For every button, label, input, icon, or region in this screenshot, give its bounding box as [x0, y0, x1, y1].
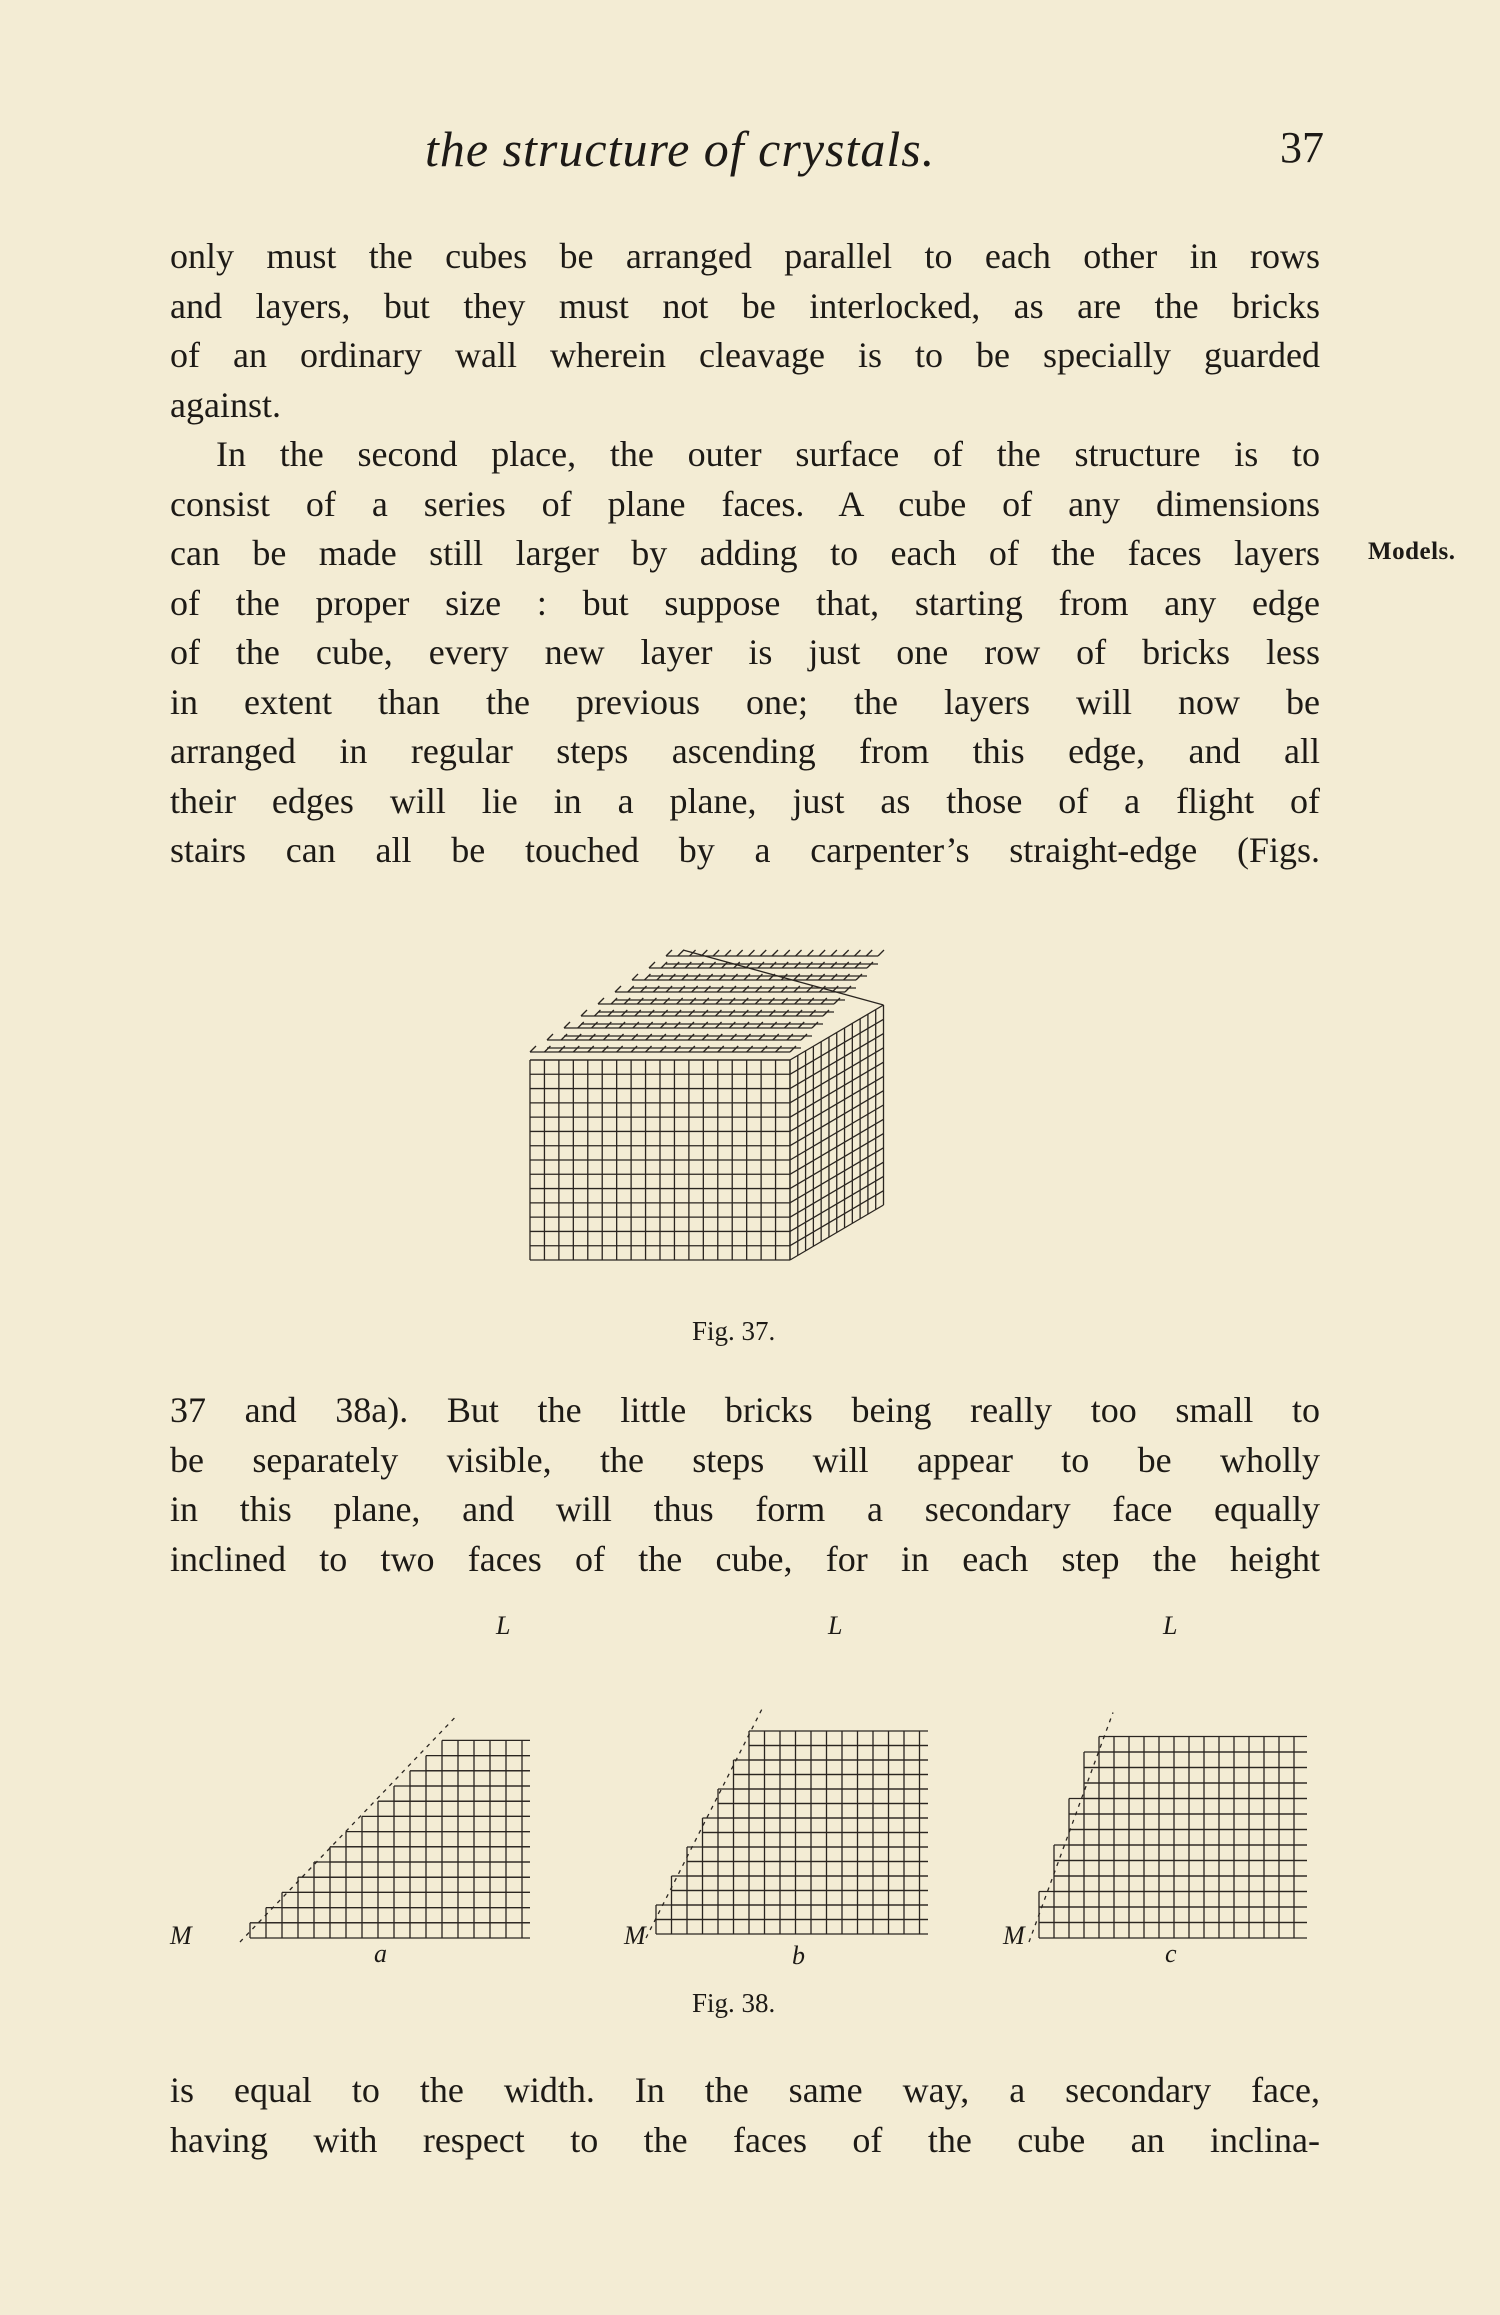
- text-line: arranged in regular steps ascending from this edge, and all: [170, 731, 1320, 771]
- step-joint: [624, 998, 630, 1004]
- panel-a-top-letter: L: [496, 1611, 511, 1640]
- step-joint: [674, 1046, 680, 1052]
- step-joint: [843, 950, 849, 956]
- step-joint: [677, 998, 683, 1004]
- step-joint: [660, 1046, 666, 1052]
- step-joint: [653, 986, 659, 992]
- text-line: their edges will lie in a plane, just as those of a flight of: [170, 780, 1320, 821]
- paragraph-3: [170, 1386, 1320, 1584]
- panel-b-top-letter: L: [828, 1611, 843, 1640]
- step-joint: [795, 998, 801, 1004]
- step-joint: [660, 1022, 666, 1028]
- step-joint: [784, 1022, 790, 1028]
- step-joint: [649, 962, 655, 968]
- step-joint: [798, 1022, 804, 1028]
- step-joint: [713, 950, 719, 956]
- step-joint: [807, 950, 813, 956]
- step-joint: [660, 1034, 666, 1040]
- step-joint: [831, 974, 837, 980]
- step-joint: [690, 998, 696, 1004]
- step-joint: [605, 1022, 611, 1028]
- panel-c-label: c: [1165, 1939, 1177, 1968]
- step-joint: [768, 998, 774, 1004]
- step-joint: [688, 1022, 694, 1028]
- step-joint: [742, 1010, 748, 1016]
- step-joint: [810, 1010, 816, 1016]
- step-joint: [729, 1010, 735, 1016]
- step-joint: [831, 962, 837, 968]
- step-joint: [782, 998, 788, 1004]
- figure-38-panel-c: [995, 1608, 1315, 1968]
- step-joint: [561, 1034, 567, 1040]
- step-joint: [819, 962, 825, 968]
- step-joint: [756, 986, 762, 992]
- step-joint: [844, 974, 850, 980]
- step-joint: [689, 1046, 695, 1052]
- text-line: of the cube, every new layer is just one row of bricks less: [170, 632, 1320, 672]
- text-line: against.: [170, 384, 281, 425]
- step-joint: [530, 1046, 536, 1052]
- step-joint: [707, 974, 713, 980]
- step-joint: [756, 974, 762, 980]
- step-joint: [673, 962, 679, 968]
- step-joint: [794, 986, 800, 992]
- step-joint: [657, 974, 663, 980]
- step-joint: [725, 950, 731, 956]
- step-joint: [694, 974, 700, 980]
- step-joint: [806, 962, 812, 968]
- step-joint: [834, 998, 840, 1004]
- step-joint: [678, 950, 684, 956]
- panel-c-corner-letter: M: [1003, 1921, 1025, 1950]
- step-joint: [631, 1046, 637, 1052]
- step-joint: [747, 1046, 753, 1052]
- step-joint: [744, 974, 750, 980]
- figure-38-panel-a: [160, 1608, 540, 1968]
- panel-c-top-letter: L: [1163, 1611, 1178, 1640]
- text-line: only must the cubes be arranged parallel to each other in rows: [170, 236, 1320, 276]
- step-joint: [823, 1010, 829, 1016]
- ridge-edge: [683, 950, 884, 1005]
- text-line: In the second place, the outer surface of the structure is to: [216, 434, 1320, 474]
- text-line: having with respect to the faces of the cube an inclina-: [170, 2119, 1320, 2160]
- step-joint: [718, 1046, 724, 1052]
- step-joint: [808, 998, 814, 1004]
- step-joint: [564, 1022, 570, 1028]
- step-joint: [644, 974, 650, 980]
- step-joint: [759, 1034, 765, 1040]
- text-line: in this plane, and will thus form a secondary face equally: [170, 1489, 1320, 1529]
- step-joint: [689, 1010, 695, 1016]
- step-joint: [730, 1034, 736, 1040]
- step-joint: [594, 1010, 600, 1016]
- page-number: 37: [1280, 123, 1324, 172]
- step-joint: [761, 1046, 767, 1052]
- step-joint: [633, 1022, 639, 1028]
- figure-37-caption: Fig. 37.: [692, 1316, 776, 1346]
- step-joint: [743, 986, 749, 992]
- step-joint: [575, 1034, 581, 1040]
- step-joint: [776, 1046, 782, 1052]
- step-joint: [637, 998, 643, 1004]
- step-joint: [661, 962, 667, 968]
- panel-a-label: a: [374, 1939, 387, 1968]
- paragraph-2: [170, 430, 1320, 876]
- step-joint: [602, 1046, 608, 1052]
- step-joint: [807, 986, 813, 992]
- figure-38-panel-b: [590, 1608, 930, 1968]
- step-joint: [669, 974, 675, 980]
- step-joint: [632, 974, 638, 980]
- step-joint: [618, 1034, 624, 1040]
- step-joint: [685, 962, 691, 968]
- step-joint: [635, 1010, 641, 1016]
- step-joint: [581, 1010, 587, 1016]
- text-line: and layers, but they must not be interlocked, as are the bricks: [170, 285, 1320, 326]
- step-joint: [719, 974, 725, 980]
- step-joint: [702, 1022, 708, 1028]
- step-joint: [819, 950, 825, 956]
- step-joint: [755, 998, 761, 1004]
- step-joint: [866, 950, 872, 956]
- step-joint: [732, 974, 738, 980]
- step-joint: [812, 1022, 818, 1028]
- step-joint: [674, 1034, 680, 1040]
- text-line: consist of a series of plane faces. A cube of any dimensions: [170, 483, 1320, 524]
- step-joint: [547, 1034, 553, 1040]
- step-joint: [769, 1010, 775, 1016]
- step-joint: [856, 974, 862, 980]
- step-joint: [771, 1022, 777, 1028]
- step-joint: [722, 962, 728, 968]
- step-joint: [729, 1022, 735, 1028]
- panel-a-corner-letter: M: [170, 1921, 192, 1950]
- text-line: in extent than the previous one; the layers will now be: [170, 681, 1320, 722]
- step-joint: [692, 986, 698, 992]
- step-joint: [666, 986, 672, 992]
- paragraph-1: [170, 232, 1320, 430]
- step-joint: [589, 1034, 595, 1040]
- step-joint: [578, 1022, 584, 1028]
- step-joint: [773, 1034, 779, 1040]
- step-joint: [664, 998, 670, 1004]
- step-joint: [787, 1034, 793, 1040]
- step-joint: [806, 974, 812, 980]
- secondary-face-line: [646, 1707, 763, 1938]
- step-joint: [544, 1046, 550, 1052]
- step-joint: [855, 962, 861, 968]
- step-joint: [716, 1034, 722, 1040]
- step-joint: [717, 986, 723, 992]
- step-joint: [784, 950, 790, 956]
- step-joint: [756, 1010, 762, 1016]
- step-joint: [617, 1046, 623, 1052]
- text-line: 37 and 38a). But the little bricks being really too small to: [170, 1390, 1320, 1430]
- step-joint: [878, 950, 884, 956]
- step-joint: [758, 962, 764, 968]
- step-joint: [796, 950, 802, 956]
- step-joint: [682, 974, 688, 980]
- step-joint: [641, 986, 647, 992]
- step-joint: [592, 1022, 598, 1028]
- step-joint: [831, 950, 837, 956]
- step-joint: [854, 950, 860, 956]
- step-joint: [704, 986, 710, 992]
- step-joint: [783, 1010, 789, 1016]
- step-joint: [748, 950, 754, 956]
- step-joint: [716, 998, 722, 1004]
- step-joint: [710, 962, 716, 968]
- step-joint: [697, 962, 703, 968]
- running-header-title: the structure of crystals.: [425, 121, 936, 177]
- step-joint: [648, 1010, 654, 1016]
- step-joint: [790, 1046, 796, 1052]
- step-joint: [737, 950, 743, 956]
- step-joint: [603, 1034, 609, 1040]
- step-joint: [770, 962, 776, 968]
- step-joint: [794, 962, 800, 968]
- step-joint: [646, 1034, 652, 1040]
- step-joint: [781, 986, 787, 992]
- step-joint: [772, 950, 778, 956]
- step-joint: [702, 1010, 708, 1016]
- step-joint: [703, 998, 709, 1004]
- step-joint: [674, 1022, 680, 1028]
- step-joint: [688, 1034, 694, 1040]
- step-joint: [650, 998, 656, 1004]
- step-joint: [615, 986, 621, 992]
- step-joint: [794, 974, 800, 980]
- paragraph-4: [170, 2066, 1320, 2165]
- step-joint: [757, 1022, 763, 1028]
- step-joint: [745, 1034, 751, 1040]
- text-line: can be made still larger by adding to each of the faces layers: [170, 533, 1320, 573]
- text-line: of an ordinary wall wherein cleavage is to be specially guarded: [170, 335, 1320, 375]
- step-joint: [743, 1022, 749, 1028]
- step-joint: [702, 1034, 708, 1040]
- text-line: of the proper size : but suppose that, starting from any edge: [170, 582, 1320, 623]
- step-joint: [647, 1022, 653, 1028]
- step-joint: [730, 986, 736, 992]
- step-joint: [742, 998, 748, 1004]
- step-joint: [632, 1034, 638, 1040]
- step-joint: [608, 1010, 614, 1016]
- step-joint: [573, 1046, 579, 1052]
- step-joint: [729, 998, 735, 1004]
- figure-38-caption: Fig. 38.: [692, 1988, 776, 2018]
- step-joint: [598, 998, 604, 1004]
- step-joint: [559, 1046, 565, 1052]
- step-joint: [760, 950, 766, 956]
- text-line: inclined to two faces of the cube, for in each step the height: [170, 1538, 1320, 1579]
- step-joint: [619, 1022, 625, 1028]
- step-joint: [821, 998, 827, 1004]
- step-joint: [843, 962, 849, 968]
- text-line: stairs can all be touched by a carpenter’s straight-edge (Figs.: [170, 830, 1320, 870]
- step-joint: [867, 962, 873, 968]
- step-joint: [715, 1010, 721, 1016]
- text-line: is equal to the width. In the same way, a secondary face,: [170, 2070, 1320, 2110]
- step-joint: [845, 986, 851, 992]
- step-joint: [716, 1022, 722, 1028]
- step-joint: [796, 1010, 802, 1016]
- step-joint: [588, 1046, 594, 1052]
- panel-b-label: b: [792, 1941, 805, 1968]
- step-joint: [819, 974, 825, 980]
- step-joint: [768, 986, 774, 992]
- step-joint: [662, 1010, 668, 1016]
- step-joint: [675, 1010, 681, 1016]
- margin-note: Models.: [1368, 538, 1456, 565]
- step-joint: [628, 986, 634, 992]
- step-joint: [782, 962, 788, 968]
- step-joint: [801, 1034, 807, 1040]
- step-joint: [703, 1046, 709, 1052]
- step-joint: [621, 1010, 627, 1016]
- step-joint: [666, 950, 672, 956]
- step-joint: [646, 1046, 652, 1052]
- step-joint: [732, 1046, 738, 1052]
- step-joint: [611, 998, 617, 1004]
- text-line: be separately visible, the steps will appear to be wholly: [170, 1439, 1320, 1480]
- step-joint: [679, 986, 685, 992]
- panel-b-corner-letter: M: [624, 1921, 646, 1950]
- figure-37-illustration: [510, 920, 970, 1290]
